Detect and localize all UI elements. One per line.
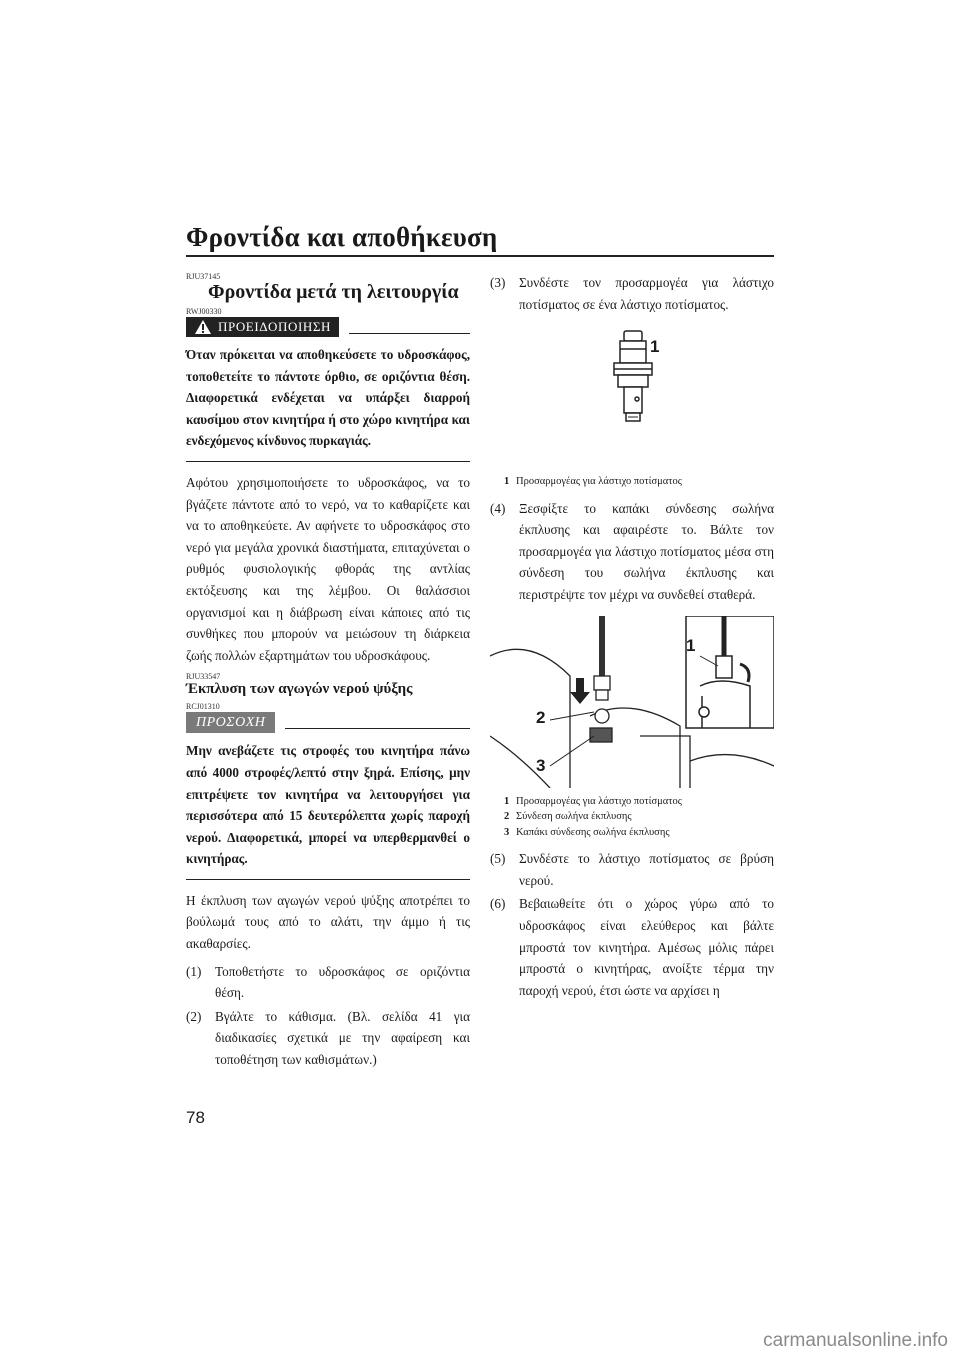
- adapter-illustration: [490, 323, 774, 468]
- step-text: Τοποθετήστε το υδροσκάφος σε οριζόντια θέση.: [215, 963, 470, 1001]
- section-title: Φροντίδα μετά τη λειτουργία: [208, 281, 459, 303]
- subsection-title: Έκπλυση των αγωγών νερού ψύξης: [186, 681, 413, 698]
- right-column: [490, 272, 774, 1003]
- step-item: [490, 893, 774, 1001]
- caption-item: 3 Καπάκι σύνδεσης σωλήνα έκπλυσης: [504, 826, 670, 838]
- figure-flush-connection: [490, 616, 774, 788]
- step-number: (4): [490, 500, 506, 516]
- step-text: Συνδέστε το λάστιχο ποτίσματος σε βρύση νερού.: [519, 851, 774, 888]
- warning-end-rule: [186, 461, 470, 462]
- caution-rule: [285, 716, 470, 729]
- caution-header: [186, 712, 470, 733]
- caution-code: RCJ01310: [186, 702, 220, 712]
- step-number: (5): [490, 851, 506, 867]
- step-item: [490, 272, 774, 315]
- figure-callout: 1: [650, 337, 660, 357]
- flush-paragraph: Η έκπλυση των αγωγών νερού ψύξης αποτρέπει το βούλωμά τους από το αλάτι, την άμμο ή τις ακαθαρσίες.: [186, 892, 470, 952]
- step-text: Βεβαιωθείτε ότι ο χώρος γύρω από το υδροσκάφος είναι ελεύθερος και βάλτε μπροστά τον κινητήρα. Αμέσως μόλις πάρει μπροστά ο κινητήρας, ανοίξτε τέρμα την παροχή νερού, έτσι ώστε να αρχίσει η: [519, 896, 774, 998]
- step-item: [490, 498, 774, 606]
- warning-header: [186, 317, 470, 337]
- page-number: 78: [186, 1108, 205, 1127]
- step-text: Ξεσφίξτε το καπάκι σύνδεσης σωλήνα έκπλυσης και αφαιρέστε το. Βάλτε τον προσαρμογέα για λάστιχο ποτίσματος μέσα στη σύνδεση του σωλήνα έκπλυσης και περιστρέψτε τον μέχρι να συνδεθεί σταθερά.: [519, 500, 774, 603]
- warning-text: Όταν πρόκειται να αποθηκεύσετε το υδροσκάφος, τοποθετείτε το πάντοτε όρθιο, σε οριζόντια θέση. Διαφορετικά ενδέχεται να υπάρξει διαρροή καυσίμου στον κινητήρα ή στο χώρο κινητήρα και ενδεχόμενος κίνδυνος πυρκαγιάς.: [186, 347, 470, 449]
- step-text: Συνδέστε τον προσαρμογέα για λάστιχο ποτίσματος σε ένα λάστιχο ποτίσματος.: [519, 275, 774, 312]
- caption-item: 1 Προσαρμογέας για λάστιχο ποτίσματος: [504, 476, 682, 488]
- step-number: (2): [186, 1008, 202, 1024]
- caution-end-rule: [186, 879, 470, 880]
- step-item: [186, 961, 470, 1004]
- step-text: Βγάλτε το κάθισμα. (Βλ. σελίδα 41 για διαδικασίες σχετικά με την αφαίρεση και τοποθέτηση των καθισμάτων.): [215, 1008, 470, 1068]
- warning-code: RWJ00330: [186, 307, 222, 316]
- warning-label: ΠΡΟΕΙΔΟΠΟΙΗΣΗ: [218, 319, 332, 334]
- step-number: (6): [490, 896, 506, 912]
- warning-rule: [349, 321, 470, 334]
- caption-item: 2 Σύνδεση σωλήνα έκπλυσης: [504, 811, 632, 823]
- intro-paragraph: Αφότου χρησιμοποιήσετε το υδροσκάφος, να το βγάζετε πάντοτε από το νερό, να το καθαρίζετε και να το αποθηκεύετε. Αν αφήνετε το υδροσκάφος στο νερό για μεγάλα χρονικά διαστήματα, επιταχύνεται ο ρυθμός φυσιολογικής φθοράς της αντλίας εκτόξευσης και της λέμβου. Οι θαλάσσιοι οργανισμοί και η διάβρωση είναι κάποιες από τις συνθήκες που μπορούν να μειώσουν τη διάρκεια ζωής πολλών εξαρτημάτων του υδροσκάφους.: [186, 474, 470, 663]
- caption-item: 1 Προσαρμογέας για λάστιχο ποτίσματος: [504, 795, 682, 807]
- step-number: (3): [490, 275, 506, 290]
- left-column: [186, 272, 470, 1073]
- figure-callout: 3: [536, 755, 546, 775]
- step-item: [490, 848, 774, 891]
- warning-badge: [186, 317, 339, 337]
- warning-triangle-icon: [194, 319, 212, 335]
- page-title: Φροντίδα και αποθήκευση: [186, 222, 498, 252]
- figure-caption: [504, 794, 774, 841]
- section-code: RJU37145: [186, 272, 221, 281]
- caution-text: Μην ανεβάζετε τις στροφές του κινητήρα πάνω από 4000 στροφές/λεπτό στην ξηρά. Επίσης, μην επιτρέψετε τον κινητήρα να λειτουργήσει για περισσότερα από 15 δευτερόλεπτα χωρίς παροχή νερού. Διαφορετικά, μπορεί να υπερθερμανθεί ο κινητήρας.: [186, 743, 470, 867]
- figure-callout: 1: [686, 635, 696, 655]
- step-number: (1): [186, 963, 202, 979]
- watermark: carmanualsonline.info: [763, 1330, 948, 1351]
- page-header: [186, 222, 774, 257]
- step-item: [186, 1006, 470, 1071]
- figure-callout: 2: [536, 707, 546, 727]
- figure-adapter: [490, 323, 774, 468]
- flush-connection-illustration: [490, 616, 774, 788]
- subsection-code: RJU33547: [186, 672, 221, 682]
- figure-caption: [504, 474, 774, 490]
- caution-badge: ΠΡΟΣΟΧΗ: [186, 712, 275, 733]
